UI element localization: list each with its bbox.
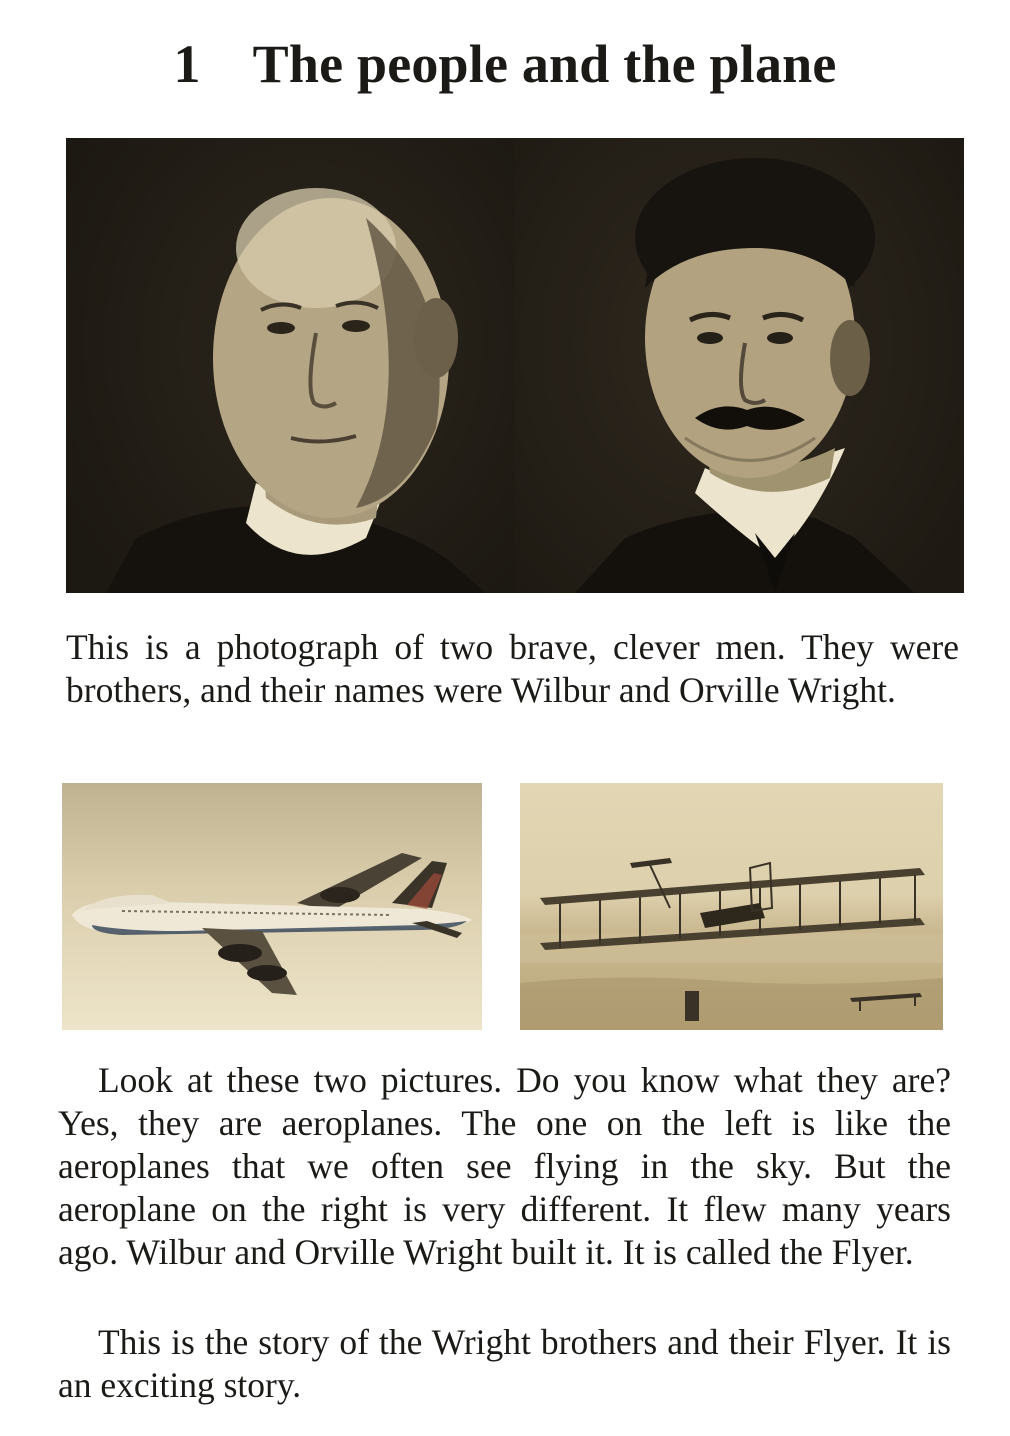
wright-brothers-portrait-photo — [66, 138, 964, 593]
chapter-number: 1 — [173, 34, 201, 94]
chapter-heading — [0, 24, 1010, 104]
portrait-right — [515, 138, 964, 593]
planes-paragraph: Look at these two pictures. Do you know what they are? Yes, they are aeroplanes. The one on the left is like the aeroplanes that we often see flying in the sky. But the aeroplane on the right is very different. It flew many years ago. Wilbur and Orville Wright built it. It is called the Flyer. — [58, 1060, 951, 1272]
portrait-left-figure — [66, 138, 515, 593]
portrait-right-figure — [515, 138, 964, 593]
jet-airliner-figure — [62, 783, 482, 1030]
intro-paragraph: This is a photograph of two brave, clever men. They were brothers, and their names were Wilbur and Orville Wright. — [66, 627, 959, 710]
portrait-left — [66, 138, 515, 593]
wright-flyer-photo — [520, 783, 943, 1030]
wright-flyer-figure — [520, 783, 943, 1030]
story-paragraph: This is the story of the Wright brothers and their Flyer. It is an exciting story. — [58, 1322, 951, 1405]
jet-airliner-photo — [62, 783, 482, 1030]
chapter-title: The people and the plane — [252, 34, 837, 94]
